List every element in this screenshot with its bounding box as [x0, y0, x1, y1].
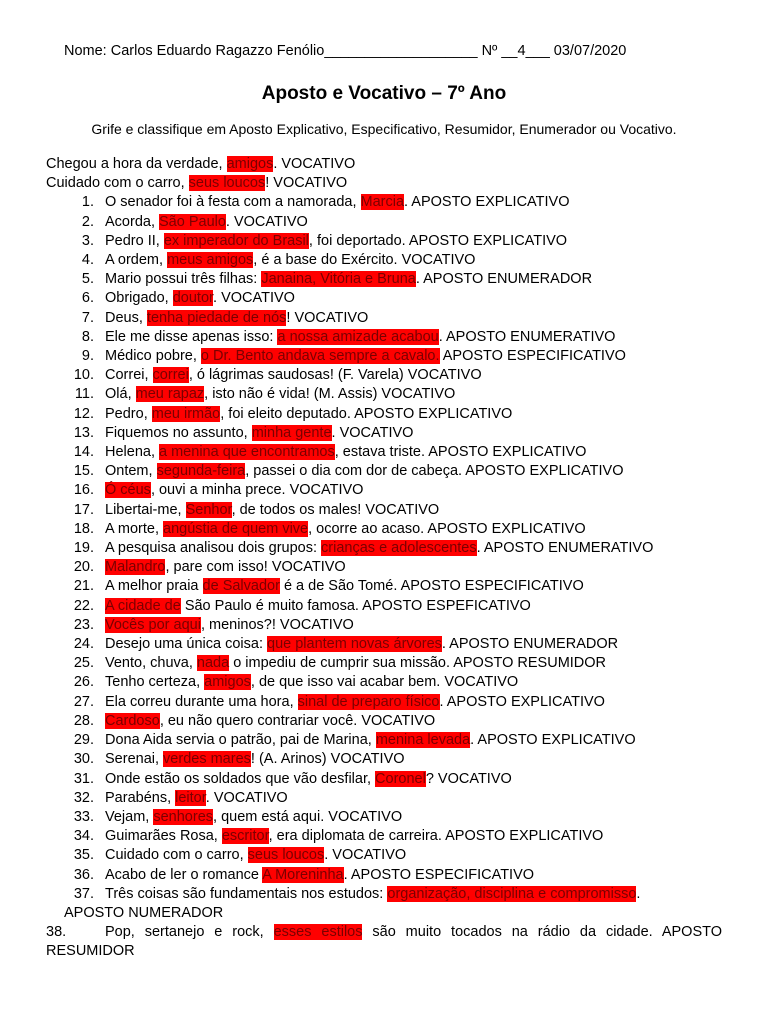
- highlighted-answer: doutor: [172, 290, 214, 307]
- highlighted-answer: a menina que encontramos: [159, 444, 335, 461]
- highlighted-answer: A cidade de: [105, 597, 181, 614]
- item-number: 11.: [74, 386, 94, 403]
- item-text: Cuidado com o carro,: [105, 847, 248, 864]
- item-number: 34.: [73, 828, 94, 845]
- item-number: 35.: [73, 847, 94, 864]
- list-item: [46, 213, 722, 232]
- item-text: Correi,: [105, 367, 153, 384]
- list-item: [46, 328, 722, 347]
- highlighted-answer: o Dr. Bento andava sempre a cavalo.: [200, 348, 440, 365]
- item-text: Fiquemos no assunto,: [105, 424, 252, 441]
- item-number: 25.: [73, 655, 94, 672]
- highlighted-answer: de Salvador: [202, 578, 280, 595]
- highlighted-answer: sinal de preparo físico: [297, 693, 440, 710]
- item-text: Vento, chuva,: [105, 655, 197, 672]
- item-classification: , quem está aqui. VOCATIVO: [213, 808, 403, 825]
- item-number: 31.: [73, 770, 94, 787]
- item-text: Ontem,: [105, 463, 157, 480]
- item-number: 37.: [73, 885, 94, 902]
- item-number: 28.: [73, 712, 94, 729]
- highlighted-answer: tenha piedade de nós: [146, 309, 287, 326]
- item-classification: , foi deportado. APOSTO EXPLICATIVO: [308, 232, 568, 249]
- item-text: Serenai,: [105, 751, 164, 768]
- list-item: [46, 731, 722, 750]
- item-text: Vejam,: [105, 808, 154, 825]
- item-classification: ! (A. Arinos) VOCATIVO: [250, 751, 405, 768]
- item-number: 29.: [73, 732, 94, 749]
- item-number: 7.: [81, 309, 94, 326]
- highlighted-answer: seus loucos: [188, 175, 266, 192]
- item-number: 2.: [81, 213, 94, 230]
- item-classification: . APOSTO ESPECIFICATIVO: [343, 866, 535, 883]
- item-number: 17.: [73, 501, 94, 518]
- item-text: A pesquisa analisou dois grupos:: [105, 540, 322, 557]
- list-item: [46, 673, 722, 692]
- list-item: [46, 827, 722, 846]
- list-item: [46, 366, 722, 385]
- list-item: [46, 846, 722, 865]
- item-number: 1.: [81, 194, 94, 211]
- highlighted-answer: angústia de quem vive: [163, 520, 309, 537]
- item-text: A morte,: [105, 520, 164, 537]
- highlighted-answer: organização, disciplina e compromisso: [387, 885, 637, 902]
- item-number: 32.: [73, 789, 94, 806]
- item-number: 19.: [73, 540, 94, 557]
- highlighted-answer: senhores: [153, 808, 214, 825]
- highlighted-answer: meu irmão: [151, 405, 221, 422]
- highlighted-answer: correi: [152, 367, 189, 384]
- student-header: Nome: Carlos Eduardo Ragazzo Fenólio___________________ Nº __4___ 03/07/2020: [64, 43, 627, 59]
- exercise-list: [46, 193, 722, 961]
- list-item: [46, 789, 722, 808]
- item-text: Pedro II,: [105, 232, 164, 249]
- item-classification-continuation: APOSTO NUMERADOR: [64, 904, 224, 921]
- item-classification: . APOSTO EXPLICATIVO: [470, 732, 636, 749]
- item-classification: , era diplomata de carreira. APOSTO EXPLICATIVO: [268, 828, 604, 845]
- item-classification: , ocorre ao acaso. APOSTO EXPLICATIVO: [308, 520, 586, 537]
- item-text: Médico pobre,: [105, 348, 201, 365]
- item-classification: , isto não é vida! (M. Assis) VOCATIVO: [204, 386, 456, 403]
- item-text: Pop, sertanejo e rock,: [105, 924, 274, 941]
- item-classification: APOSTO ESPECIFICATIVO: [439, 348, 626, 365]
- list-item: [46, 597, 722, 616]
- item-number: 10.: [73, 367, 94, 384]
- highlighted-answer: minha gente: [251, 424, 332, 441]
- highlighted-answer: amigos: [204, 674, 251, 691]
- item-number: 14.: [73, 444, 94, 461]
- list-item: [46, 481, 722, 500]
- list-item: [46, 712, 722, 731]
- item-text: O senador foi à festa com a namorada,: [105, 194, 361, 211]
- item-text: Dona Aida servia o patrão, pai de Marina,: [105, 732, 376, 749]
- item-number: 18.: [73, 520, 94, 537]
- item-text: Helena,: [105, 444, 160, 461]
- list-item: [46, 539, 722, 558]
- list-item: [46, 405, 722, 424]
- item-classification: . VOCATIVO: [324, 847, 407, 864]
- item-text: Onde estão os soldados que vão desfilar,: [105, 770, 376, 787]
- item-text: Olá,: [105, 386, 136, 403]
- item-classification: . APOSTO ENUMERATIVO: [476, 540, 654, 557]
- item-classification: são muito tocados na rádio da cidade. APOSTO RESUMIDOR: [46, 924, 722, 960]
- item-classification: , de todos os males! VOCATIVO: [231, 501, 440, 518]
- item-number: 24.: [73, 636, 94, 653]
- highlighted-answer: menina levada: [375, 732, 471, 749]
- highlighted-answer: esses estilos: [273, 924, 363, 941]
- item-number: 21.: [73, 578, 94, 595]
- item-classification: . APOSTO ENUMERATIVO: [438, 328, 616, 345]
- item-number: 16.: [73, 482, 94, 499]
- intro-line: Chegou a hora da verdade, amigos. VOCATIVO: [46, 156, 356, 172]
- highlighted-answer: São Paulo: [159, 213, 226, 230]
- list-item: [46, 193, 722, 212]
- highlighted-answer: Senhor: [185, 501, 232, 518]
- item-classification: . APOSTO EXPLICATIVO: [439, 693, 605, 710]
- item-classification: . APOSTO ENUMERADOR: [441, 636, 619, 653]
- highlighted-answer: escritor: [221, 828, 269, 845]
- item-classification: . VOCATIVO: [331, 424, 414, 441]
- highlighted-answer: amigos: [226, 156, 274, 172]
- item-classification: , foi eleito deputado. APOSTO EXPLICATIVO: [220, 405, 513, 422]
- item-number: 15.: [73, 463, 94, 480]
- list-item: [46, 616, 722, 635]
- item-number: 13.: [73, 424, 94, 441]
- highlighted-answer: crianças e adolescentes: [321, 540, 477, 557]
- list-item: [46, 462, 722, 481]
- item-number: 3.: [81, 232, 94, 249]
- highlighted-answer: seus loucos: [247, 847, 325, 864]
- item-text: Libertai-me,: [105, 501, 186, 518]
- item-classification: o impediu de cumprir sua missão. APOSTO RESUMIDOR: [229, 655, 607, 672]
- highlighted-answer: Marcia: [360, 194, 405, 211]
- highlighted-answer: Cardoso: [105, 712, 160, 729]
- item-classification: .: [636, 885, 641, 902]
- highlighted-answer: A Moreninha: [262, 866, 344, 883]
- highlighted-answer: segunda-feira: [156, 463, 246, 480]
- list-item: [46, 385, 722, 404]
- highlighted-answer: Janaina, Vitória e Bruna: [261, 271, 416, 288]
- item-number: 26.: [73, 674, 94, 691]
- list-item: [46, 654, 722, 673]
- item-text: Três coisas são fundamentais nos estudos:: [105, 885, 388, 902]
- item-text: Parabéns,: [105, 789, 176, 806]
- item-number: 38.: [46, 924, 67, 941]
- item-number: 27.: [73, 693, 94, 710]
- item-text: A ordem,: [105, 252, 168, 269]
- highlighted-answer: Coronel: [375, 770, 426, 787]
- list-item: [46, 885, 722, 904]
- item-classification: São Paulo é muito famosa. APOSTO ESPEFICATIVO: [180, 597, 531, 614]
- highlighted-answer: meu rapaz: [135, 386, 205, 403]
- item-text: Ele me disse apenas isso:: [105, 328, 278, 345]
- item-text: Acabo de ler o romance: [105, 866, 263, 883]
- item-classification: , meninos?! VOCATIVO: [200, 616, 354, 633]
- highlighted-answer: leitor: [175, 789, 206, 806]
- item-classification: . VOCATIVO: [213, 290, 295, 307]
- highlighted-answer: meus amigos: [167, 252, 254, 269]
- item-classification: . APOSTO ENUMERADOR: [415, 271, 593, 288]
- item-text: Mario possui três filhas:: [105, 271, 262, 288]
- item-number: 20.: [73, 559, 94, 576]
- item-classification: ? VOCATIVO: [425, 770, 512, 787]
- item-classification: , pare com isso! VOCATIVO: [165, 559, 346, 576]
- item-text: Desejo uma única coisa:: [105, 636, 267, 653]
- item-number: 22.: [73, 597, 94, 614]
- item-text: A melhor praia: [105, 578, 203, 595]
- instruction-text: Grife e classifique em Aposto Explicativo, Especificativo, Resumidor, Enumerador ou Vocativo.: [91, 121, 677, 137]
- list-item: [46, 770, 722, 789]
- list-item: [46, 309, 722, 328]
- item-text: Tenho certeza,: [105, 674, 205, 691]
- item-classification: , ouvi a minha prece. VOCATIVO: [150, 482, 364, 499]
- highlighted-answer: verdes mares: [163, 751, 251, 768]
- item-text: Deus,: [105, 309, 147, 326]
- page-title: Aposto e Vocativo – 7º Ano: [261, 83, 507, 104]
- highlighted-answer: Ó céus: [105, 482, 151, 499]
- item-text: Pedro,: [105, 405, 152, 422]
- item-number: 6.: [81, 290, 94, 307]
- list-item: [46, 923, 722, 961]
- item-classification: , passei o dia com dor de cabeça. APOSTO EXPLICATIVO: [245, 463, 624, 480]
- list-item: [46, 270, 722, 289]
- list-item: [46, 693, 722, 712]
- item-classification: . APOSTO EXPLICATIVO: [404, 194, 570, 211]
- highlighted-answer: a nossa amizade acabou: [277, 328, 439, 345]
- item-number: 9.: [81, 348, 94, 365]
- list-item: [46, 577, 722, 596]
- item-number: 8.: [81, 328, 94, 345]
- list-item: [46, 232, 722, 251]
- list-item: [46, 635, 722, 654]
- list-item: [46, 289, 722, 308]
- highlighted-answer: que plantem novas árvores: [267, 636, 442, 653]
- list-item: [46, 443, 722, 462]
- item-number: 36.: [73, 866, 94, 883]
- list-item: [46, 251, 722, 270]
- highlighted-answer: Malandro: [105, 559, 166, 576]
- item-number: 23.: [73, 616, 94, 633]
- exercise-content: [46, 155, 722, 962]
- item-text: Acorda,: [105, 213, 159, 230]
- item-number: 5.: [81, 271, 94, 288]
- item-number: 30.: [73, 751, 94, 768]
- item-number: 12.: [73, 405, 94, 422]
- intro-line: Cuidado com o carro, seus loucos! VOCATIVO: [46, 175, 348, 192]
- item-number: 4.: [81, 252, 94, 269]
- list-item: [46, 520, 722, 539]
- list-item: [46, 808, 722, 827]
- list-item: [46, 347, 722, 366]
- item-text: Guimarães Rosa,: [105, 828, 222, 845]
- highlighted-answer: Vocês por aqui: [105, 616, 201, 633]
- item-text: Ela correu durante uma hora,: [105, 693, 298, 710]
- item-classification: , ó lágrimas saudosas! (F. Varela) VOCATIVO: [188, 367, 482, 384]
- highlighted-answer: nada: [196, 655, 230, 672]
- item-classification: . VOCATIVO: [225, 213, 308, 230]
- item-classification: , de que isso vai acabar bem. VOCATIVO: [250, 674, 519, 691]
- item-text: Obrigado,: [105, 290, 173, 307]
- highlighted-answer: ex imperador do Brasil: [163, 232, 309, 249]
- item-classification: é a de São Tomé. APOSTO ESPECIFICATIVO: [279, 578, 584, 595]
- item-classification: , estava triste. APOSTO EXPLICATIVO: [334, 444, 587, 461]
- item-classification: ! VOCATIVO: [286, 309, 369, 326]
- item-classification: , eu não quero contrariar você. VOCATIVO: [159, 712, 436, 729]
- list-item: [46, 558, 722, 577]
- item-classification: , é a base do Exército. VOCATIVO: [253, 252, 476, 269]
- item-classification: . VOCATIVO: [205, 789, 288, 806]
- list-item: [46, 750, 722, 769]
- list-item: [46, 501, 722, 520]
- item-number: 33.: [73, 808, 94, 825]
- list-item: [46, 866, 722, 885]
- list-item: [46, 424, 722, 443]
